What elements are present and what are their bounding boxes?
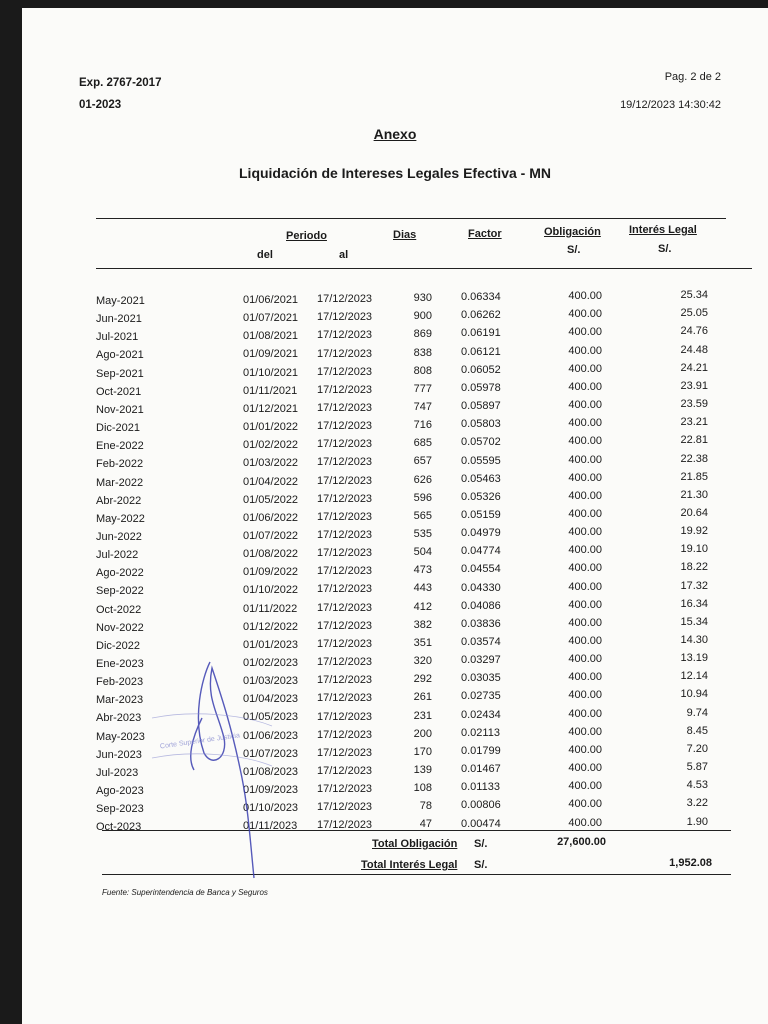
cell-factor: 0.05326 <box>461 490 501 503</box>
table-row <box>22 543 768 561</box>
cell-al: 17/12/2023 <box>317 656 373 669</box>
cell-factor: 0.04979 <box>461 527 501 540</box>
cell-periodo: Sep-2021 <box>96 367 144 380</box>
table-row <box>22 398 768 416</box>
cell-del: 01/04/2022 <box>243 475 299 488</box>
cell-del: 01/03/2022 <box>243 457 299 470</box>
cell-dias: 626 <box>413 473 432 486</box>
cell-factor: 0.05463 <box>461 472 501 485</box>
cell-obligacion: 400.00 <box>568 725 602 738</box>
cell-al: 17/12/2023 <box>317 529 373 542</box>
cell-interes: 18.22 <box>680 561 708 574</box>
page-number: Pag. 2 de 2 <box>664 71 721 83</box>
cell-interes: 20.64 <box>680 506 708 519</box>
cell-interes: 15.34 <box>680 615 708 628</box>
document-page <box>22 8 768 1024</box>
cell-factor: 0.01133 <box>461 781 500 794</box>
signature-stamp <box>132 658 312 888</box>
cell-interes: 17.32 <box>680 579 708 592</box>
cell-al: 17/12/2023 <box>317 764 373 777</box>
cell-factor: 0.04774 <box>461 545 501 558</box>
cell-factor: 0.00806 <box>461 799 501 812</box>
cell-del: 01/06/2021 <box>243 294 299 306</box>
cell-dias: 108 <box>413 782 432 795</box>
cell-interes: 23.59 <box>680 398 708 411</box>
cell-factor: 0.03035 <box>461 672 501 685</box>
cell-obligacion: 400.00 <box>568 471 602 484</box>
cell-periodo: Ago-2023 <box>96 785 144 798</box>
cell-dias: 747 <box>413 400 432 413</box>
cell-dias: 320 <box>413 655 432 668</box>
cell-periodo: Feb-2023 <box>96 676 144 689</box>
cell-dias: 292 <box>413 673 432 686</box>
cell-del: 01/04/2023 <box>243 693 299 706</box>
cell-obligacion: 400.00 <box>568 526 602 539</box>
cell-dias: 351 <box>413 636 432 649</box>
cell-al: 17/12/2023 <box>317 565 373 578</box>
cell-interes: 7.20 <box>686 742 708 755</box>
cell-del: 01/07/2022 <box>243 529 299 542</box>
table-row <box>22 307 768 325</box>
total-obligacion-label: Total Obligación <box>372 838 458 850</box>
cell-al: 17/12/2023 <box>317 619 373 632</box>
cell-periodo: Ago-2021 <box>96 349 144 362</box>
cell-dias: 504 <box>413 546 432 559</box>
cell-factor: 0.03297 <box>461 654 501 667</box>
cell-del: 01/10/2022 <box>243 584 299 597</box>
cell-al: 17/12/2023 <box>317 547 373 560</box>
cell-factor: 0.03836 <box>461 617 501 630</box>
cell-obligacion: 400.00 <box>568 653 602 666</box>
cell-dias: 78 <box>419 800 432 813</box>
cell-del: 01/10/2023 <box>243 802 299 815</box>
table-row <box>22 289 768 307</box>
cell-obligacion: 400.00 <box>568 743 602 756</box>
cell-del: 01/08/2023 <box>243 765 299 778</box>
cell-al: 17/12/2023 <box>317 674 373 687</box>
cell-dias: 900 <box>413 310 432 323</box>
header-del: del <box>257 249 273 261</box>
annex-title: Anexo <box>373 126 417 142</box>
cell-periodo: May-2021 <box>96 295 145 307</box>
cell-del: 01/07/2023 <box>243 747 299 760</box>
header-interes: Interés Legal <box>629 224 697 236</box>
cell-obligacion: 400.00 <box>568 326 602 339</box>
cell-al: 17/12/2023 <box>317 692 373 705</box>
table-row <box>22 471 768 489</box>
cell-al: 17/12/2023 <box>317 401 373 414</box>
cell-interes: 1.90 <box>686 815 708 828</box>
cell-periodo: Oct-2021 <box>96 385 142 398</box>
header-al: al <box>339 249 349 261</box>
table-row <box>22 343 768 361</box>
cell-dias: 657 <box>413 455 432 468</box>
cell-del: 01/09/2023 <box>243 784 299 797</box>
cell-periodo: Sep-2023 <box>96 803 144 816</box>
cell-al: 17/12/2023 <box>317 420 373 433</box>
cell-del: 01/11/2022 <box>243 602 298 615</box>
cell-al: 17/12/2023 <box>317 456 373 469</box>
cell-obligacion: 400.00 <box>568 544 602 557</box>
cell-del: 01/03/2023 <box>243 675 299 688</box>
table-row <box>22 616 768 634</box>
cell-obligacion: 400.00 <box>568 562 602 575</box>
table-row <box>22 561 768 579</box>
cell-factor: 0.02434 <box>461 708 501 721</box>
print-datetime: 19/12/2023 14:30:42 <box>620 99 721 111</box>
cell-dias: 473 <box>413 564 432 577</box>
table-row <box>22 380 768 398</box>
cell-interes: 23.91 <box>680 379 708 392</box>
cell-del: 01/11/2023 <box>243 820 298 833</box>
cell-interes: 4.53 <box>686 779 708 792</box>
table-row <box>22 598 768 616</box>
document-title: Liquidación de Intereses Legales Efectiva - MN <box>239 165 551 181</box>
cell-interes: 24.48 <box>680 343 708 356</box>
cell-factor: 0.05595 <box>461 454 501 467</box>
cell-periodo: Ago-2022 <box>96 567 144 580</box>
table-row <box>22 416 768 434</box>
cell-interes: 24.76 <box>680 325 708 338</box>
cell-obligacion: 400.00 <box>568 816 602 829</box>
cell-interes: 23.21 <box>680 416 708 429</box>
cell-dias: 382 <box>413 618 432 631</box>
cell-al: 17/12/2023 <box>317 583 373 596</box>
table-row <box>22 525 768 543</box>
cell-del: 01/07/2021 <box>243 312 299 325</box>
header-obligacion-unit: S/. <box>567 244 581 256</box>
cell-factor: 0.06052 <box>461 363 501 376</box>
cell-factor: 0.05159 <box>461 508 501 521</box>
cell-al: 17/12/2023 <box>317 637 373 650</box>
cell-factor: 0.06334 <box>461 291 501 304</box>
total-obligacion-value: 27,600.00 <box>557 836 606 848</box>
cell-al: 17/12/2023 <box>317 728 373 741</box>
table-row <box>22 325 768 343</box>
cell-del: 01/01/2022 <box>243 421 299 434</box>
cell-obligacion: 400.00 <box>568 635 602 648</box>
table-header-rule <box>96 268 752 269</box>
cell-del: 01/11/2021 <box>243 384 298 397</box>
cell-del: 01/06/2022 <box>243 511 299 524</box>
cell-dias: 535 <box>413 528 432 541</box>
cell-dias: 170 <box>413 745 432 758</box>
scan-top-edge <box>0 0 768 8</box>
cell-factor: 0.06191 <box>461 327 501 340</box>
cell-interes: 22.81 <box>680 434 708 447</box>
total-interes-unit: S/. <box>474 859 488 871</box>
cell-al: 17/12/2023 <box>317 293 373 306</box>
cell-dias: 685 <box>413 437 432 450</box>
cell-al: 17/12/2023 <box>317 801 373 814</box>
cell-del: 01/09/2022 <box>243 566 299 579</box>
cell-al: 17/12/2023 <box>317 474 373 487</box>
cell-dias: 596 <box>413 491 432 504</box>
cell-interes: 14.30 <box>680 634 708 647</box>
cell-interes: 3.22 <box>686 797 708 810</box>
total-interes-value: 1,952.08 <box>669 857 712 869</box>
cell-periodo: Nov-2022 <box>96 621 144 634</box>
cell-al: 17/12/2023 <box>317 783 373 796</box>
cell-periodo: Nov-2021 <box>96 403 144 416</box>
cell-periodo: Ene-2023 <box>96 658 144 670</box>
cell-al: 17/12/2023 <box>317 347 373 360</box>
cell-del: 01/08/2021 <box>243 330 299 343</box>
cell-obligacion: 400.00 <box>568 290 602 303</box>
cell-obligacion: 400.00 <box>568 362 602 375</box>
case-number: Exp. 2767-2017 <box>79 77 162 89</box>
total-obligacion-unit: S/. <box>474 838 488 850</box>
table-row <box>22 452 768 470</box>
page-meta <box>620 63 721 119</box>
header-interes-unit: S/. <box>658 243 672 255</box>
cell-periodo: Abr-2023 <box>96 712 142 725</box>
cell-obligacion: 400.00 <box>568 780 602 793</box>
cell-factor: 0.03574 <box>461 636 501 649</box>
cell-interes: 19.92 <box>680 525 708 538</box>
cell-al: 17/12/2023 <box>317 819 373 832</box>
cell-obligacion: 400.00 <box>568 798 602 811</box>
cell-obligacion: 400.00 <box>568 616 602 629</box>
cell-obligacion: 400.00 <box>568 453 602 466</box>
cell-factor: 0.05978 <box>461 381 501 394</box>
cell-del: 01/05/2023 <box>243 711 299 724</box>
cell-dias: 139 <box>413 763 432 776</box>
case-sub-number: 01-2023 <box>79 99 122 111</box>
cell-interes: 13.19 <box>680 652 708 665</box>
stamp-text: Corte Superior de Justicia <box>159 732 241 751</box>
cell-del: 01/02/2022 <box>243 439 299 452</box>
cell-interes: 9.74 <box>686 706 708 719</box>
cell-dias: 47 <box>419 818 432 831</box>
cell-dias: 200 <box>413 727 432 740</box>
cell-del: 01/10/2021 <box>243 366 299 379</box>
cell-al: 17/12/2023 <box>317 311 373 324</box>
cell-periodo: May-2023 <box>96 730 145 743</box>
cell-obligacion: 400.00 <box>568 689 602 702</box>
cell-factor: 0.06121 <box>461 345 501 358</box>
cell-obligacion: 400.00 <box>568 762 602 775</box>
cell-interes: 25.34 <box>680 289 708 302</box>
total-interes-label: Total Interés Legal <box>361 859 458 871</box>
cell-del: 01/12/2021 <box>243 402 299 415</box>
cell-interes: 10.94 <box>680 688 708 701</box>
table-row <box>22 634 768 652</box>
cell-factor: 0.01799 <box>461 744 501 757</box>
cell-del: 01/01/2023 <box>243 638 299 651</box>
cell-periodo: Mar-2023 <box>96 694 144 707</box>
header-factor: Factor <box>468 228 502 240</box>
cell-del: 01/02/2023 <box>243 657 299 669</box>
cell-al: 17/12/2023 <box>317 710 373 723</box>
cell-periodo: Jun-2023 <box>96 748 142 761</box>
case-header <box>79 72 161 116</box>
table-row <box>22 579 768 597</box>
cell-dias: 808 <box>413 364 432 377</box>
cell-periodo: Jun-2021 <box>96 313 142 326</box>
cell-interes: 21.30 <box>680 488 708 501</box>
cell-obligacion: 400.00 <box>568 308 602 321</box>
cell-dias: 231 <box>413 709 432 722</box>
cell-obligacion: 400.00 <box>568 489 602 502</box>
cell-dias: 412 <box>413 600 432 613</box>
cell-periodo: May-2022 <box>96 512 145 525</box>
header-obligacion: Obligación <box>544 226 601 238</box>
cell-dias: 930 <box>413 292 432 305</box>
cell-periodo: Jun-2022 <box>96 530 142 543</box>
cell-periodo: Oct-2023 <box>96 821 142 834</box>
cell-factor: 0.00474 <box>461 817 501 830</box>
cell-dias: 777 <box>413 382 432 395</box>
cell-periodo: Ene-2022 <box>96 440 144 453</box>
cell-factor: 0.04330 <box>461 581 501 594</box>
cell-al: 17/12/2023 <box>317 365 373 378</box>
cell-dias: 869 <box>413 328 432 341</box>
cell-periodo: Mar-2022 <box>96 476 144 489</box>
cell-al: 17/12/2023 <box>317 383 373 396</box>
cell-periodo: Feb-2022 <box>96 458 144 471</box>
cell-factor: 0.02113 <box>461 726 500 739</box>
cell-dias: 565 <box>413 509 432 522</box>
cell-dias: 443 <box>413 582 432 595</box>
table-row <box>22 507 768 525</box>
table-top-rule <box>96 218 726 219</box>
cell-factor: 0.06262 <box>461 309 501 322</box>
cell-dias: 716 <box>413 419 432 432</box>
cell-del: 01/06/2023 <box>243 729 299 742</box>
cell-interes: 16.34 <box>680 597 708 610</box>
cell-obligacion: 400.00 <box>568 344 602 357</box>
cell-periodo: Jul-2023 <box>96 766 139 779</box>
cell-interes: 22.38 <box>680 452 708 465</box>
cell-factor: 0.05897 <box>461 400 501 413</box>
cell-interes: 5.87 <box>686 761 708 774</box>
cell-del: 01/09/2021 <box>243 348 299 361</box>
cell-obligacion: 400.00 <box>568 707 602 720</box>
header-periodo: Periodo <box>286 230 327 242</box>
cell-factor: 0.05803 <box>461 418 501 431</box>
cell-al: 17/12/2023 <box>317 329 373 342</box>
cell-obligacion: 400.00 <box>568 671 602 684</box>
cell-factor: 0.04554 <box>461 563 501 576</box>
cell-al: 17/12/2023 <box>317 746 373 759</box>
cell-interes: 19.10 <box>680 543 708 556</box>
cell-al: 17/12/2023 <box>317 510 373 523</box>
cell-interes: 25.05 <box>680 307 708 320</box>
cell-dias: 838 <box>413 346 432 359</box>
cell-al: 17/12/2023 <box>317 438 373 451</box>
cell-del: 01/12/2022 <box>243 620 299 633</box>
cell-dias: 261 <box>413 691 432 704</box>
cell-interes: 21.85 <box>680 470 708 483</box>
cell-interes: 24.21 <box>680 361 708 374</box>
cell-obligacion: 400.00 <box>568 598 602 611</box>
cell-periodo: Dic-2022 <box>96 639 141 652</box>
cell-periodo: Sep-2022 <box>96 585 144 598</box>
cell-periodo: Jul-2021 <box>96 331 139 344</box>
cell-obligacion: 400.00 <box>568 507 602 520</box>
cell-obligacion: 400.00 <box>568 417 602 430</box>
table-row <box>22 362 768 380</box>
cell-del: 01/08/2022 <box>243 548 299 561</box>
cell-al: 17/12/2023 <box>317 492 373 505</box>
cell-factor: 0.05702 <box>461 436 501 449</box>
cell-obligacion: 400.00 <box>568 380 602 393</box>
cell-periodo: Abr-2022 <box>96 494 142 507</box>
cell-obligacion: 400.00 <box>568 435 602 448</box>
cell-obligacion: 400.00 <box>568 580 602 593</box>
header-dias: Dias <box>393 229 417 241</box>
cell-factor: 0.02735 <box>461 690 501 703</box>
table-row <box>22 489 768 507</box>
cell-periodo: Oct-2022 <box>96 603 142 616</box>
cell-factor: 0.01467 <box>461 763 501 776</box>
cell-interes: 8.45 <box>686 724 708 737</box>
cell-periodo: Dic-2021 <box>96 422 141 435</box>
table-row <box>22 434 768 452</box>
cell-periodo: Jul-2022 <box>96 549 139 562</box>
cell-factor: 0.04086 <box>461 599 501 612</box>
cell-al: 17/12/2023 <box>317 601 373 614</box>
source-note: Fuente: Superintendencia de Banca y Seguros <box>102 888 268 897</box>
cell-interes: 12.14 <box>680 670 708 683</box>
cell-obligacion: 400.00 <box>568 399 602 412</box>
cell-del: 01/05/2022 <box>243 493 299 506</box>
